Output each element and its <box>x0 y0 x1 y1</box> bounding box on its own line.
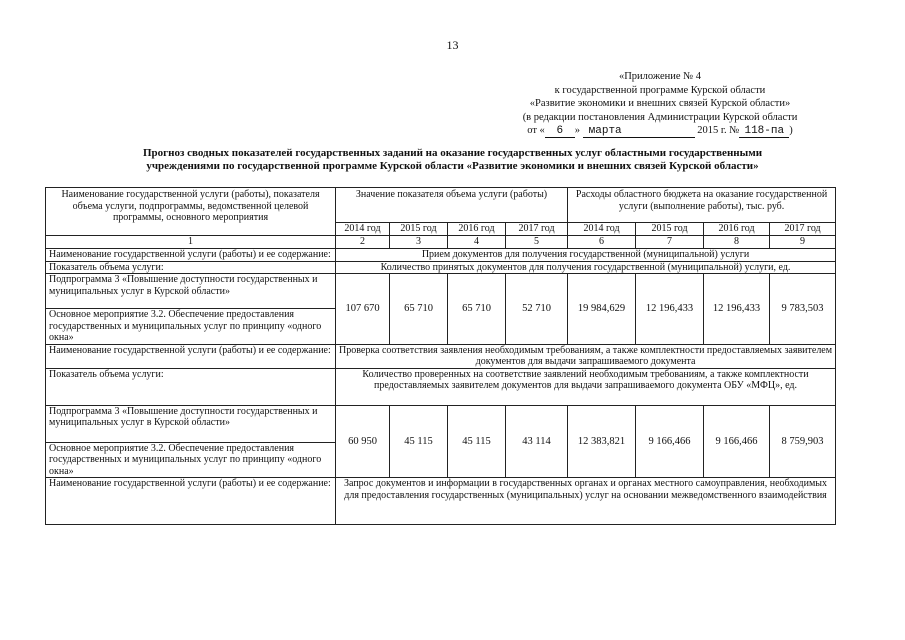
value-cell: 8 759,903 <box>770 405 836 478</box>
subprogram-label: Подпрограмма 3 «Повышение доступности государственных и муниципальных услуг в Курской области» <box>46 405 336 442</box>
date-year-no: 2015 г. № <box>697 125 740 136</box>
year-cell: 2017 год <box>770 223 836 236</box>
indicator-text: Количество проверенных на соответствие заявлений необходимым требованиям, а также комплектности предоставляемых заявителем документов для выдачи запрашиваемого документа ОБУ «МФЦ», ед. <box>336 368 836 405</box>
year-cell: 2014 год <box>336 223 390 236</box>
year-cell: 2016 год <box>448 223 506 236</box>
indicator-label: Показатель объема услуги: <box>46 261 336 274</box>
header-col1: Наименование государственной услуги (работы), показателя объема услуги, подпрограммы, ведомственной целевой программы, основного мероприятия <box>46 188 336 236</box>
value-cell: 9 166,466 <box>704 405 770 478</box>
header-group-expenses: Расходы областного бюджета на оказание государственной услуги (выполнение работы), тыс. руб. <box>568 188 836 223</box>
year-cell: 2014 год <box>568 223 636 236</box>
doc-number: 118-па <box>739 126 789 138</box>
value-cell: 65 710 <box>390 274 448 345</box>
col-number: 5 <box>506 236 568 249</box>
service-text: Запрос документов и информации в государственных органах и органах местного самоуправления, необходимых для предоставления государственных (муниципальных) услуг на основании межведомственного взаимодействия <box>336 478 836 525</box>
value-cell: 60 950 <box>336 405 390 478</box>
year-cell: 2016 год <box>704 223 770 236</box>
appendix-line-4: (в редакции постановления Администрации Курской области <box>522 111 798 123</box>
subprogram-row <box>46 405 836 442</box>
value-cell: 12 383,821 <box>568 405 636 478</box>
service-text: Прием документов для получения государственной (муниципальной) услуги <box>336 249 836 262</box>
date-month: марта <box>583 126 695 138</box>
value-cell: 43 114 <box>506 405 568 478</box>
appendix-line-3: «Развитие экономики и внешних связей Курской области» <box>529 98 791 109</box>
col-number: 3 <box>390 236 448 249</box>
indicator-row <box>46 261 836 274</box>
indicator-row <box>46 368 836 405</box>
date-prefix: от « <box>527 125 545 136</box>
date-mid: » <box>574 125 581 136</box>
service-row <box>46 344 836 368</box>
indicator-label: Показатель объема услуги: <box>46 368 336 405</box>
value-cell: 107 670 <box>336 274 390 345</box>
document-title <box>40 147 865 173</box>
value-cell: 45 115 <box>390 405 448 478</box>
value-cell: 19 984,629 <box>568 274 636 345</box>
header-row <box>46 188 836 223</box>
subprogram-label: Подпрограмма 3 «Повышение доступности государственных и муниципальных услуг в Курской области» <box>46 274 336 309</box>
page-number: 13 <box>446 38 459 52</box>
indicators-table <box>45 187 836 525</box>
service-row <box>46 249 836 262</box>
title-line-2: учреждениями по государственной программе Курской области «Развитие экономики и внешних связей Курской области» <box>146 160 759 172</box>
col-number: 2 <box>336 236 390 249</box>
appendix-line-1: «Приложение № 4 <box>618 71 702 82</box>
date-day: 6 <box>545 126 575 138</box>
col-number: 4 <box>448 236 506 249</box>
value-cell: 45 115 <box>448 405 506 478</box>
column-numbers-row <box>46 236 836 249</box>
header-group-volume: Значение показателя объема услуги (работы) <box>336 188 568 223</box>
col-number: 1 <box>46 236 336 249</box>
year-cell: 2015 год <box>390 223 448 236</box>
measure-label: Основное мероприятие 3.2. Обеспечение предоставления государственных и муниципальных услуг по принципу «одного окна» <box>46 442 336 478</box>
col-number: 9 <box>770 236 836 249</box>
year-cell: 2017 год <box>506 223 568 236</box>
appendix-line-2: к государственной программе Курской области <box>554 84 766 96</box>
col-number: 7 <box>636 236 704 249</box>
service-label: Наименование государственной услуги (работы) и ее содержание: <box>46 344 336 368</box>
service-text: Проверка соответствия заявления необходимым требованиям, а также комплектности предоставляемых заявителем документов для выдачи запрашиваемого документа <box>336 344 836 368</box>
value-cell: 12 196,433 <box>704 274 770 345</box>
value-cell: 65 710 <box>448 274 506 345</box>
value-cell: 52 710 <box>506 274 568 345</box>
appendix-block <box>500 70 820 138</box>
value-cell: 9 783,503 <box>770 274 836 345</box>
service-row <box>46 478 836 525</box>
subprogram-row <box>46 274 836 309</box>
service-label: Наименование государственной услуги (работы) и ее содержание: <box>46 478 336 525</box>
indicator-text: Количество принятых документов для получения государственной (муниципальной) услуги, ед. <box>336 261 836 274</box>
year-cell: 2015 год <box>636 223 704 236</box>
value-cell: 12 196,433 <box>636 274 704 345</box>
title-line-1: Прогноз сводных показателей государственных заданий на оказание государственных услуг областными государственными <box>142 147 763 159</box>
measure-label: Основное мероприятие 3.2. Обеспечение предоставления государственных и муниципальных услуг по принципу «одного окна» <box>46 309 336 345</box>
col-number: 8 <box>704 236 770 249</box>
col-number: 6 <box>568 236 636 249</box>
service-label: Наименование государственной услуги (работы) и ее содержание: <box>46 249 336 262</box>
date-close: ) <box>789 125 793 136</box>
value-cell: 9 166,466 <box>636 405 704 478</box>
appendix-date-line <box>500 124 820 138</box>
